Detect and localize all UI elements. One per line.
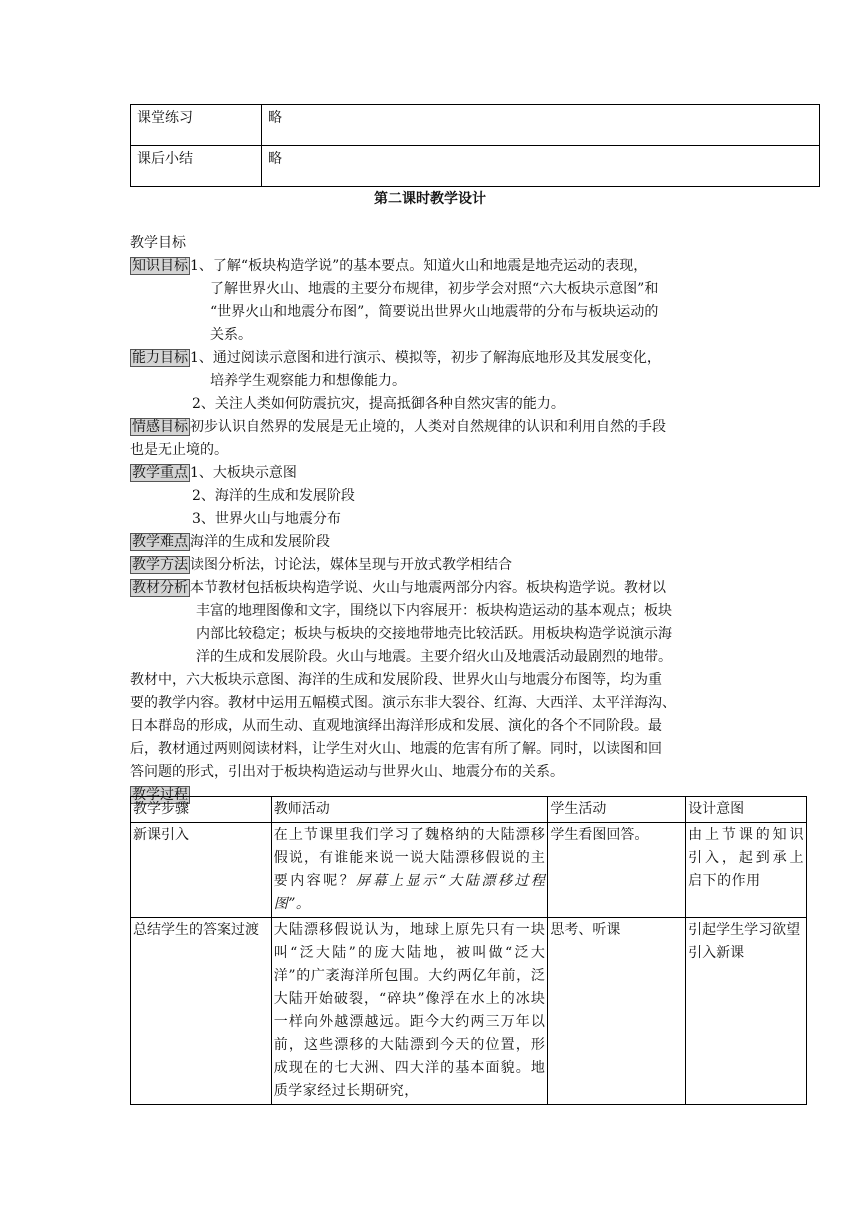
analysis-line: 日本群岛的形成，从而生动、直观地演绎出海洋形成和发展、演化的各个不同阶段。最 [130,718,662,734]
process-tag: 教学过程 [132,787,188,803]
table-row [131,146,820,187]
step-cell: 总结学生的答案过渡 [131,918,272,1105]
intent-cell: 由上节课的知识引入，起到承上启下的作用 [686,823,807,918]
ability-line: 1、通过阅读示意图和进行演示、模拟等，初步了解海底地形及其发展变化， [190,350,661,366]
analysis-line: 洋的生成和发展阶段。火山与地震。主要介绍火山及地震活动最剧烈的地带。 [196,649,672,665]
page-title: 第二课时教学设计 [374,191,486,207]
method-text: 读图分析法，讨论法，媒体呈现与开放式教学相结合 [190,557,512,573]
analysis-tag: 教材分析 [132,580,188,596]
process-table [130,796,807,1105]
analysis-line: 后，教材通过两则阅读材料，让学生对火山、地震的危害有所了解。同时，以读图和回 [130,741,662,757]
key-point-item: 3、世界火山与地震分布 [192,511,341,527]
method [130,554,735,577]
teacher-cell: 大陆漂移假说认为，地球上原先只有一块叫“泛大陆”的庞大陆地，被叫做“泛大洋”的广袤海洋所包围。大约两亿年前，泛大陆开始破裂，“碎块”像浮在水上的冰块一样向外越漂越远。距今大约两三万年以前，这些漂移的大陆漂到今天的位置，形成现在的七大洲、四大洋的基本面貌。地质学家经过长期研究， [271,918,548,1105]
knowledge-tag: 知识目标 [132,258,188,274]
analysis-line: 答问题的形式，引出对于板块构造运动与世界火山、地震分布的关系。 [130,764,564,780]
summary-label: 课后小结 [131,146,262,187]
student-cell: 思考、听课 [548,918,686,1105]
teacher-cell [271,823,548,918]
summary-table [130,104,820,187]
practice-value: 略 [262,105,820,146]
key-points [130,462,735,485]
analysis [130,577,735,600]
table-header-row [131,797,807,823]
header-teacher: 教师活动 [271,797,548,823]
knowledge-goal [130,255,735,278]
summary-value: 略 [262,146,820,187]
student-cell: 学生看图回答。 [548,823,686,918]
teacher-text: 在上节课里我们学习了魏格纳的大陆漂移假说，有谁能来说一说大陆漂移假说的主要内容呢？ [273,827,546,889]
ability-goal [130,347,735,370]
key-point-item: 2、海洋的生成和发展阶段 [192,488,355,504]
ability-line: 2、关注人类如何防震抗灾，提高抵御各种自然灾害的能力。 [192,396,565,412]
method-tag: 教学方法 [132,557,188,573]
practice-label: 课堂练习 [131,105,262,146]
key-points-tag: 教学重点 [132,465,188,481]
header-step: 教学步骤 [131,797,272,823]
header-intent: 设计意图 [686,797,807,823]
difficulty-text: 海洋的生成和发展阶段 [190,534,330,550]
table-row [131,823,807,918]
step-cell: 新课引入 [131,823,272,918]
ability-tag: 能力目标 [132,350,188,366]
difficulty [130,531,735,554]
knowledge-line: 1、了解“板块构造学说”的基本要点。知道火山和地震是地壳运动的表现， [190,258,648,274]
header-student: 学生活动 [548,797,686,823]
analysis-line: 本节教材包括板块构造学说、火山与地震两部分内容。板块构造学说。教材以 [190,580,666,596]
emotion-line: 初步认识自然界的发展是无止境的，人类对自然规律的认识和利用自然的手段 [190,419,666,435]
difficulty-tag: 教学难点 [132,534,188,550]
intent-line: 引入新课 [688,945,745,961]
emotion-goal [130,416,735,439]
emotion-tag: 情感目标 [132,419,188,435]
intent-cell [686,918,807,1105]
emotion-line: 也是无止境的。 [130,442,228,458]
lesson-body [130,232,735,807]
analysis-line: 教材中，六大板块示意图、海洋的生成和发展阶段、世界火山与地震分布图等，均为重 [130,672,662,688]
intent-line: 引起学生学习欲望 [688,922,801,938]
teacher-italic-text: 屏幕上显示“大陆漂移过程图”。 [273,873,546,912]
knowledge-line: 关系。 [210,327,252,343]
ability-line: 培养学生观察能力和想像能力。 [210,373,406,389]
knowledge-line: 了解世界火山、地震的主要分布规律，初步学会对照“六大板块示意图”和 [210,281,659,297]
goals-heading: 教学目标 [130,235,186,251]
table-row [131,105,820,146]
analysis-line: 内部比较稳定；板块与板块的交接地带地壳比较活跃。用板块构造学说演示海 [196,626,672,642]
analysis-line: 丰富的地理图像和文字，围绕以下内容展开：板块构造运动的基本观点；板块 [196,603,672,619]
analysis-line: 要的教学内容。教材中运用五幅模式图。演示东非大裂谷、红海、大西洋、太平洋海沟、 [130,695,676,711]
table-row [131,918,807,1105]
key-point-item: 1、大板块示意图 [190,465,297,481]
knowledge-line: “世界火山和地震分布图”，简要说出世界火山地震带的分布与板块运动的 [210,304,659,320]
